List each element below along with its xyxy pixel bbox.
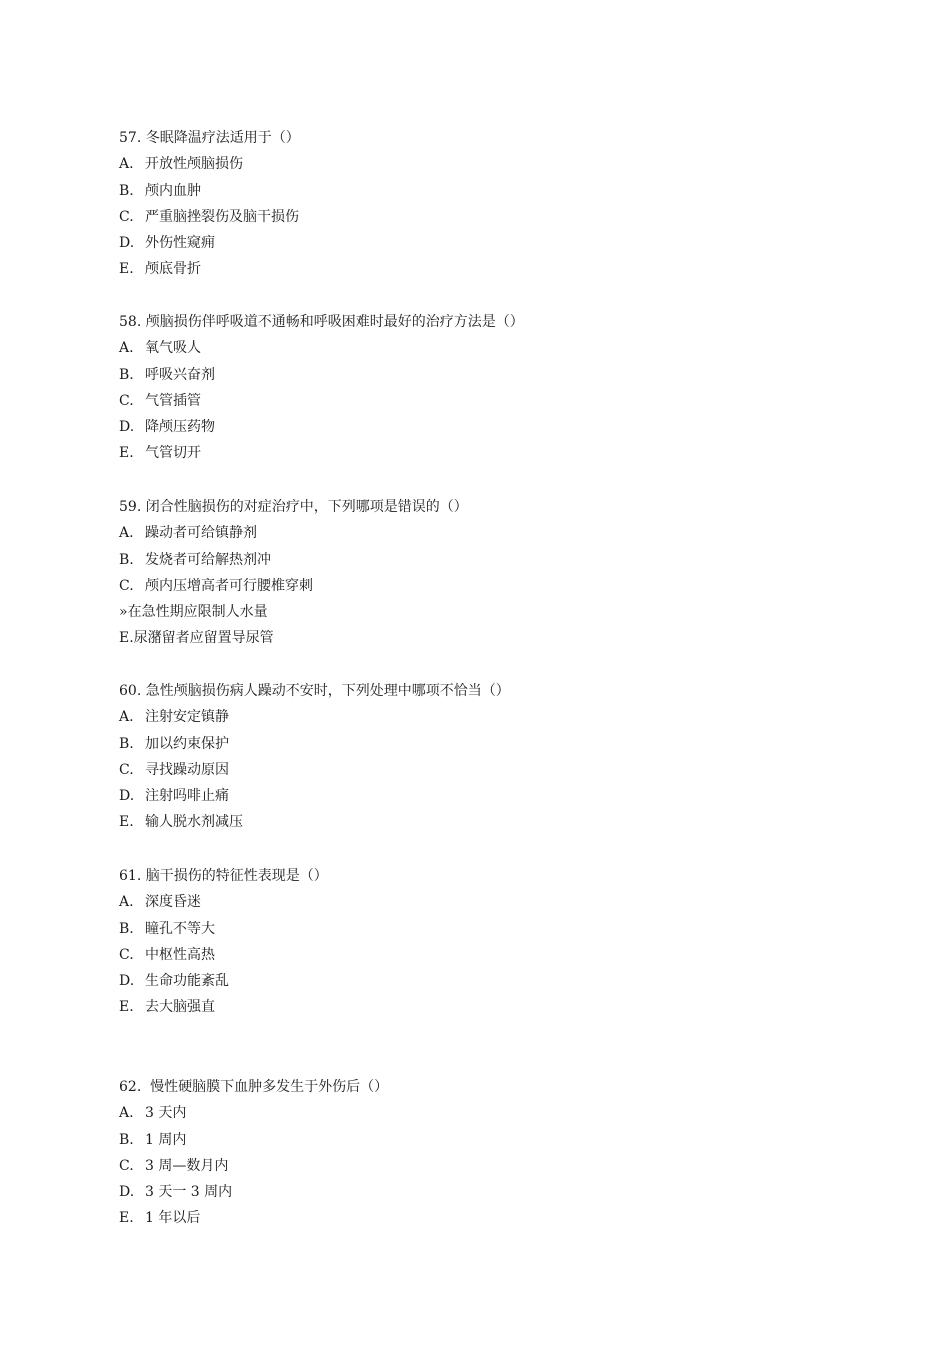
- option-c: [119, 204, 839, 230]
- option-c: [119, 757, 839, 783]
- option-text: 生命功能紊乱: [145, 973, 229, 990]
- option-letter: B.: [119, 366, 134, 383]
- option-text: 躁动者可给镇静剂: [145, 525, 257, 542]
- option-text: 3 周—数月内: [145, 1157, 229, 1174]
- option-b: [119, 362, 839, 388]
- option-d: [119, 1179, 839, 1205]
- option-text: 中枢性高热: [145, 946, 215, 963]
- option-text: 氧气吸人: [145, 340, 201, 357]
- option-b: [119, 547, 839, 573]
- option-letter: E.: [119, 445, 134, 462]
- option-b: [119, 731, 839, 757]
- question-stem: 59. 闭合性脑损伤的对症治疗中，下列哪项是错误的（）: [119, 499, 468, 515]
- question-57: [119, 125, 839, 283]
- option-letter: A.: [119, 525, 134, 542]
- option-text: 开放性颅脑损伤: [145, 156, 243, 173]
- option-e: [119, 1205, 839, 1231]
- option-letter: C.: [119, 392, 134, 409]
- option-text: 在急性期应限制人水量: [127, 604, 268, 621]
- option-letter: D.: [119, 973, 135, 990]
- option-letter: B.: [119, 735, 134, 752]
- option-text: 降颅压药物: [145, 419, 215, 436]
- option-letter: E.: [119, 999, 134, 1016]
- question-61: [119, 863, 839, 1021]
- question-stem: 57. 冬眠降温疗法适用于（）: [119, 130, 300, 146]
- option-c: [119, 388, 839, 414]
- option-a: [119, 151, 839, 177]
- option-text: 3 天一 3 周内: [145, 1184, 233, 1201]
- option-letter: B.: [119, 920, 134, 937]
- option-text: 注射安定镇静: [145, 709, 229, 726]
- option-letter: B.: [119, 1131, 134, 1148]
- option-text: 尿潴留者应留置导尿管: [133, 630, 274, 647]
- question-62: [119, 1074, 839, 1232]
- option-letter: C.: [119, 208, 134, 225]
- option-b: [119, 916, 839, 942]
- option-text: 1 年以后: [145, 1210, 201, 1227]
- question-59: [119, 494, 839, 652]
- option-c: [119, 1153, 839, 1179]
- option-text: 寻找躁动原因: [145, 761, 229, 778]
- option-letter: C.: [119, 577, 134, 594]
- option-letter: A.: [119, 1105, 134, 1122]
- option-e: [119, 809, 839, 835]
- option-letter: E.: [119, 814, 134, 831]
- option-text: 呼吸兴奋剂: [145, 366, 215, 383]
- option-letter: B.: [119, 551, 134, 568]
- option-a: [119, 704, 839, 730]
- option-text: 瞳孔不等大: [145, 920, 215, 937]
- option-text: 去大脑强直: [145, 999, 215, 1016]
- option-e: [119, 994, 839, 1020]
- option-letter: C.: [119, 761, 134, 778]
- option-b: [119, 1127, 839, 1153]
- question-stem: 61. 脑干损伤的特征性表现是（）: [119, 868, 328, 884]
- option-e: [119, 625, 839, 651]
- option-text: 颅内压增高者可行腰椎穿刺: [145, 577, 313, 594]
- option-d: [119, 783, 839, 809]
- option-a: [119, 335, 839, 361]
- option-letter: A.: [119, 709, 134, 726]
- option-text: 加以约束保护: [145, 735, 229, 752]
- option-text: 3 天内: [145, 1105, 187, 1122]
- option-letter: A.: [119, 894, 134, 911]
- option-letter: E.: [119, 630, 134, 647]
- option-text: 深度昏迷: [145, 894, 201, 911]
- option-text: 严重脑挫裂伤及脑干损伤: [145, 208, 299, 225]
- option-letter: C.: [119, 1157, 134, 1174]
- question-stem: 60. 急性颅脑损伤病人躁动不安时，下列处理中哪项不恰当（）: [119, 683, 510, 699]
- option-d: [119, 414, 839, 440]
- option-text: 颅底骨折: [145, 261, 201, 278]
- option-letter: A.: [119, 156, 134, 173]
- option-text: 1 周内: [145, 1131, 187, 1148]
- option-e: [119, 256, 839, 282]
- question-58: [119, 309, 839, 467]
- option-a: [119, 520, 839, 546]
- question-60: [119, 678, 839, 836]
- option-d: [119, 968, 839, 994]
- option-c: [119, 573, 839, 599]
- option-text: 输人脱水剂减压: [145, 814, 243, 831]
- option-c: [119, 942, 839, 968]
- option-b: [119, 178, 839, 204]
- option-letter: D.: [119, 1184, 135, 1201]
- option-text: 颅内血肿: [145, 182, 201, 199]
- option-letter: E.: [119, 261, 134, 278]
- option-a: [119, 889, 839, 915]
- option-d: [119, 230, 839, 256]
- option-letter: D.: [119, 235, 135, 252]
- option-text: 外伤性窥痈: [145, 235, 215, 252]
- option-d: [119, 599, 839, 625]
- option-letter: B.: [119, 182, 134, 199]
- option-text: 注射吗啡止痛: [145, 788, 229, 805]
- option-letter: D.: [119, 788, 135, 805]
- question-stem: 58. 颅脑损伤伴呼吸道不通畅和呼吸困难时最好的治疗方法是（）: [119, 314, 524, 330]
- option-e: [119, 440, 839, 466]
- option-text: 气管切开: [145, 445, 201, 462]
- option-letter: E.: [119, 1210, 134, 1227]
- option-a: [119, 1100, 839, 1126]
- option-text: 气管插管: [145, 392, 201, 409]
- option-letter: A.: [119, 340, 134, 357]
- option-text: 发烧者可给解热剂冲: [145, 551, 271, 568]
- option-letter: D.: [119, 419, 135, 436]
- option-letter: C.: [119, 946, 134, 963]
- question-stem: 62. 慢性硬脑膜下血肿多发生于外伤后（）: [119, 1079, 389, 1095]
- option-letter: »: [119, 604, 128, 621]
